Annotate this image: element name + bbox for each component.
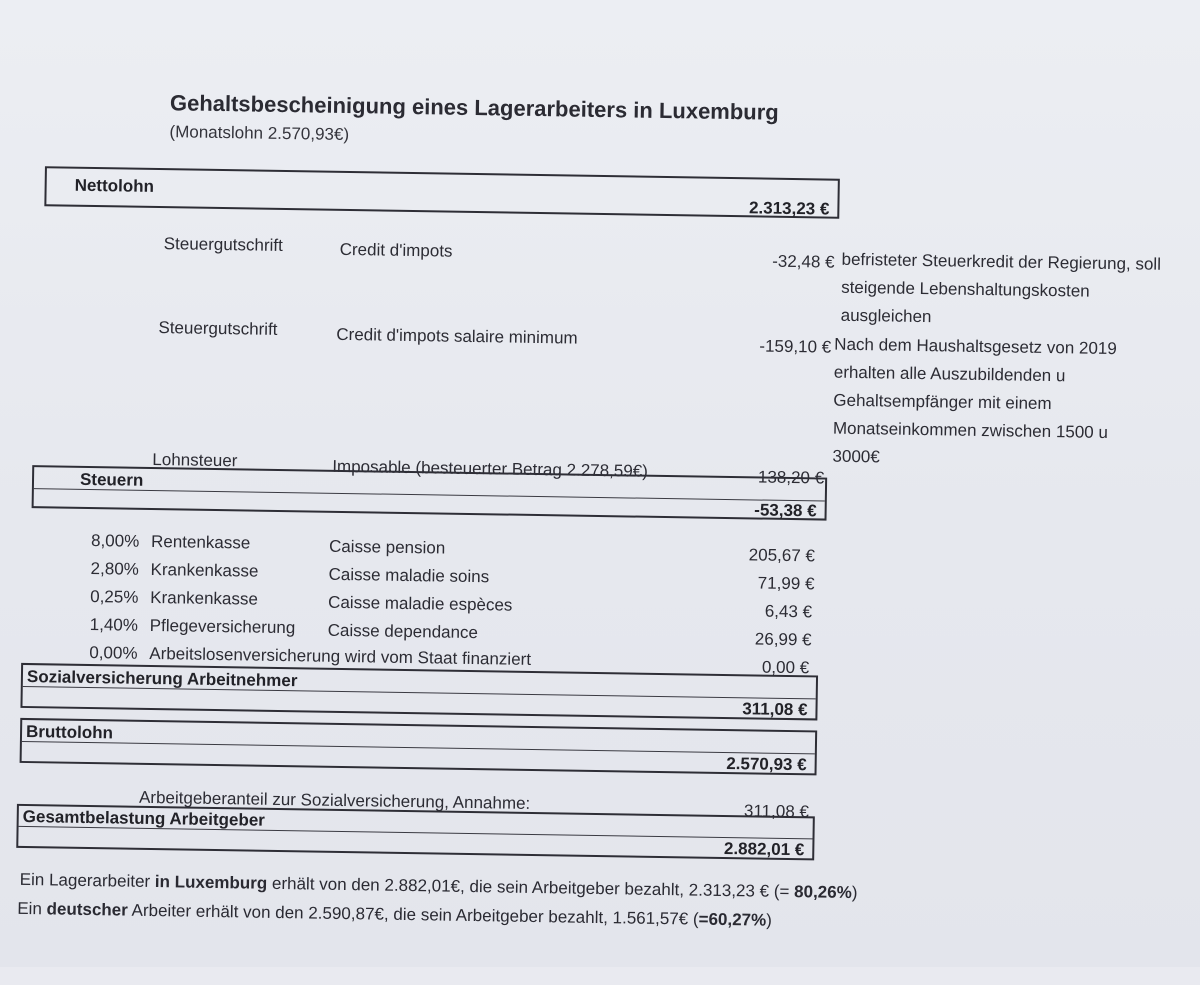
footer-text: Ein — [17, 898, 47, 919]
social-row-4-amount: 26,99 € — [754, 629, 812, 650]
page-subtitle: (Monatslohn 2.570,93€) — [169, 122, 350, 145]
steuern-value: -53,38 € — [754, 500, 817, 521]
footer-percentage: 80,26% — [793, 882, 852, 903]
employer-share-amount: 311,08 € — [743, 801, 810, 822]
footer-text: ) — [766, 910, 773, 930]
bruttolohn-box — [20, 718, 818, 776]
footer-text: Ein Lagerarbeiter — [19, 869, 156, 892]
credit-2-desc: Credit d'impots salaire minimum — [336, 324, 578, 348]
social-row-3-pct: 0,25% — [90, 587, 139, 607]
bruttolohn-value: 2.570,93 € — [726, 754, 807, 775]
social-row-5-amount: 0,00 € — [761, 657, 810, 678]
credit-1-desc: Credit d'impots — [339, 239, 453, 261]
social-row-3-amount: 6,43 € — [764, 601, 813, 622]
lohnsteuer-name: Lohnsteuer — [152, 449, 238, 471]
credit-1-note-line: ausgleichen — [840, 305, 932, 327]
employer-share-label: Arbeitgeberanteil zur Sozialversicherung, Annahme: — [138, 787, 531, 813]
credit-1-note — [840, 246, 1161, 335]
lohnsteuer-amount: 138,20 € — [757, 467, 825, 488]
social-row-1-pct: 8,00% — [90, 531, 140, 551]
credit-2-note-line: erhalten alle Auszubildenden u — [833, 362, 1066, 386]
social-row-5-pct: 0,00% — [89, 643, 138, 663]
steuern-box — [32, 465, 828, 520]
footer-emphasis: in Luxemburg — [154, 872, 268, 893]
nettolohn-box — [44, 166, 840, 218]
sozialversicherung-label: Sozialversicherung Arbeitnehmer — [26, 667, 298, 691]
credit-2-note-line: Nach dem Haushaltsgesetz von 2019 — [834, 334, 1117, 359]
steuern-divider — [34, 488, 825, 501]
footer-text: Arbeiter erhält von den 2.590,87€, die sein Arbeitgeber bezahlt, 1.561,57€ ( — [127, 900, 699, 929]
gesamtbelastung-box — [16, 804, 815, 861]
credit-1-amount: -32,48 € — [772, 251, 835, 272]
social-row-1-name: Rentenkasse — [150, 531, 251, 553]
gesamtbelastung-value: 2.882,01 € — [723, 838, 805, 860]
social-row-4-desc: Caisse dependance — [327, 620, 479, 643]
credit-1-name: Steuergutschrift — [163, 234, 283, 255]
credit-1-note-line: befristeter Steuerkredit der Regierung, soll — [841, 249, 1162, 274]
gesamtbelastung-label: Gesamtbelastung Arbeitgeber — [22, 806, 266, 830]
social-row-2-amount: 71,99 € — [757, 573, 815, 594]
social-row-1-amount: 205,67 € — [748, 545, 816, 566]
social-row-4-name: Pflegeversicherung — [149, 615, 296, 638]
credit-2-name: Steuergutschrift — [158, 318, 278, 339]
credit-2-note-line: Monatseinkommen zwischen 1500 u — [832, 418, 1109, 442]
social-row-3-name: Krankenkasse — [150, 587, 259, 609]
footer-line-luxembourg — [20, 870, 858, 903]
credit-2-amount: -159,10 € — [759, 336, 832, 357]
social-row-1-desc: Caisse pension — [328, 536, 446, 558]
sozialversicherung-value: 311,08 € — [742, 699, 808, 720]
footer-text: ) — [851, 883, 858, 903]
nettolohn-label: Nettolohn — [74, 175, 155, 196]
footer-emphasis: deutscher — [46, 899, 128, 920]
credit-1-note-line: steigende Lebenshaltungskosten — [841, 277, 1090, 301]
social-row-5-name: Arbeitslosenversicherung wird vom Staat finanziert — [149, 643, 532, 669]
social-row-2-name: Krankenkasse — [150, 559, 259, 581]
steuern-label: Steuern — [79, 469, 144, 490]
footer-percentage: =60,27% — [698, 909, 767, 930]
lohnsteuer-desc: Imposable (besteuerter Betrag 2.278,59€) — [332, 456, 649, 481]
bruttolohn-divider — [22, 741, 815, 754]
nettolohn-value: 2.313,23 € — [748, 198, 830, 219]
social-row-2-desc: Caisse maladie soins — [328, 564, 490, 587]
credit-2-note-line: Gehaltsempfänger mit einem — [833, 390, 1052, 414]
footer-text: erhält von den 2.882,01€, die sein Arbeitgeber bezahlt, 2.313,23 € (= — [267, 873, 795, 902]
social-row-2-pct: 2,80% — [90, 559, 139, 579]
social-row-4-pct: 1,40% — [89, 615, 139, 635]
credit-2-note-line: 3000€ — [832, 446, 880, 467]
footer-line-germany — [17, 899, 772, 931]
sozialversicherung-box — [20, 663, 818, 721]
social-row-3-desc: Caisse maladie espèces — [327, 592, 513, 615]
page-title: Gehaltsbescheinigung eines Lagerarbeiters in Luxemburg — [169, 90, 779, 125]
bruttolohn-label: Bruttolohn — [25, 722, 114, 743]
credit-2-note — [832, 331, 1117, 475]
